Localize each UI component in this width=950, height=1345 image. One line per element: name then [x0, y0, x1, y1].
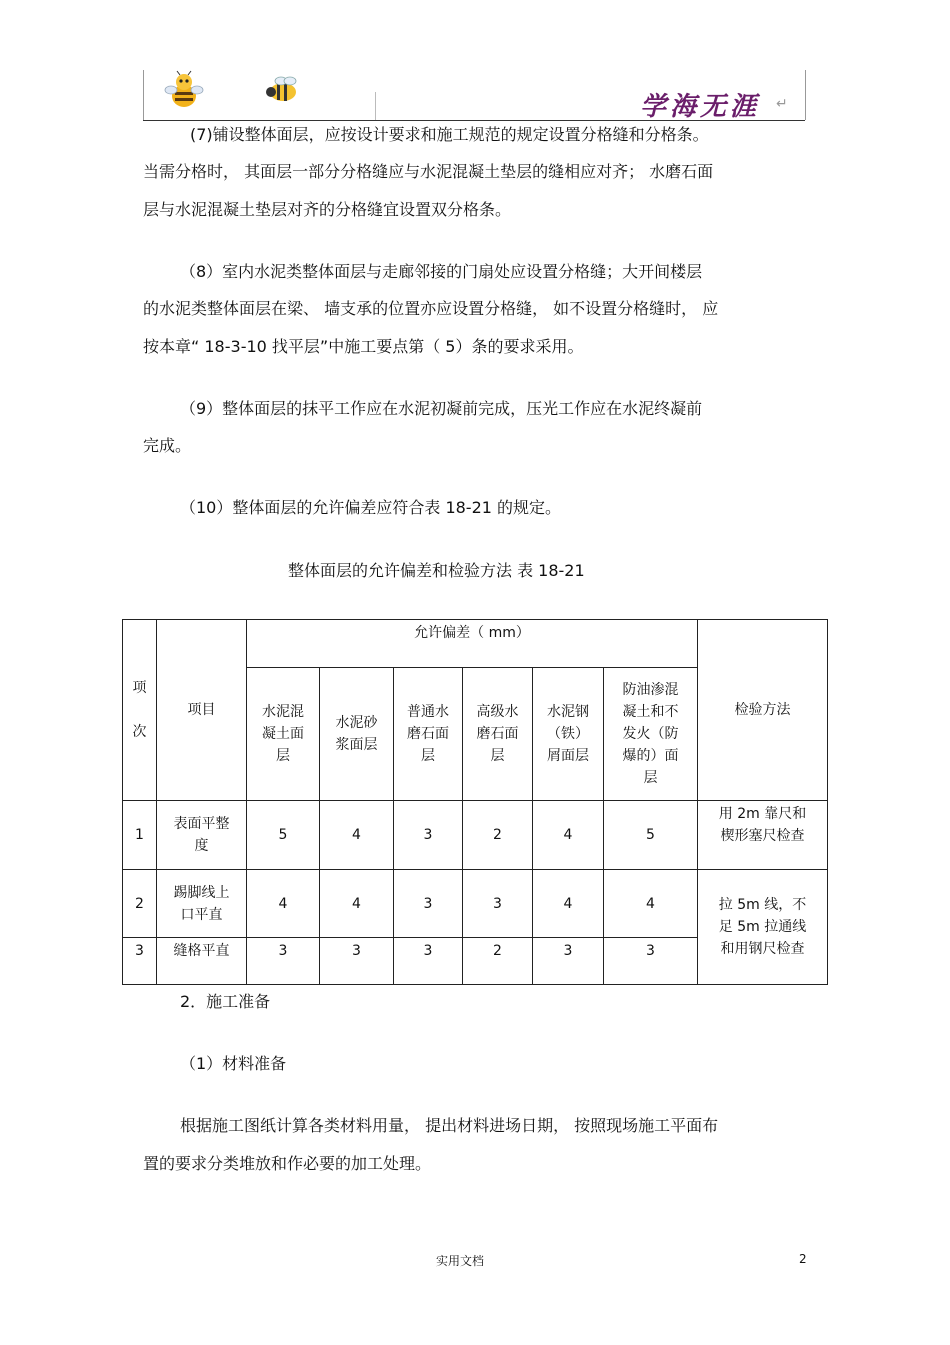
- row-item: 踢脚线上 口平直: [157, 870, 247, 938]
- paragraph-7-line-2: 当需分格时， 其面层一部分分格缝应与水泥混凝土垫层的缝相应对齐； 水磨石面: [143, 162, 714, 181]
- subheader-oil-proof: 防油渗混 凝土和不 发火（防 爆的）面 层: [604, 668, 698, 801]
- row-value: 2: [463, 801, 533, 870]
- row-value: 5: [247, 801, 320, 870]
- section-2-1-heading: （1）材料准备: [180, 1054, 287, 1073]
- row-value: 3: [394, 801, 463, 870]
- paragraph-10: （10）整体面层的允许偏差应符合表 18-21 的规定。: [180, 498, 562, 517]
- subheader-cement-mortar: 水泥砂 浆面层: [320, 668, 394, 801]
- return-mark: ↵: [776, 96, 788, 112]
- header-logo-text: 学海无涯: [640, 92, 761, 122]
- row-value: 3: [320, 938, 394, 985]
- row-value: 5: [604, 801, 698, 870]
- bee-cartoon-icon: [163, 70, 205, 112]
- header-left-border: [143, 70, 144, 120]
- row-value: 4: [247, 870, 320, 938]
- row-value: 3: [463, 870, 533, 938]
- row-item: 缝格平直: [157, 938, 247, 985]
- section-2-heading: 2．施工准备: [180, 992, 271, 1011]
- subheader-cement-concrete: 水泥混 凝土面 层: [247, 668, 320, 801]
- subheader-steel-chip: 水泥钢 （铁） 屑面层: [533, 668, 604, 801]
- table-caption: 整体面层的允许偏差和检验方法 表 18-21: [288, 561, 585, 580]
- header-deviation-group: 允许偏差（ mm）: [247, 620, 698, 668]
- subheader-terrazzo-normal: 普通水 磨石面 层: [394, 668, 463, 801]
- row-item: 表面平整 度: [157, 801, 247, 870]
- row-value: 3: [394, 938, 463, 985]
- row-value: 3: [533, 938, 604, 985]
- header-right-border: [805, 70, 806, 120]
- page-number: 2: [799, 1252, 807, 1266]
- row-method-merged: 拉 5m 线，不 足 5m 拉通线 和用钢尺检查: [698, 870, 828, 985]
- table-row: [123, 870, 828, 938]
- row-value: 3: [604, 938, 698, 985]
- section-2-1-line-2: 置的要求分类堆放和作必要的加工处理。: [143, 1154, 432, 1173]
- paragraph-9-line-2: 完成。: [143, 436, 192, 455]
- subheader-terrazzo-high: 高级水 磨石面 层: [463, 668, 533, 801]
- row-value: 4: [604, 870, 698, 938]
- row-value: 4: [320, 870, 394, 938]
- paragraph-7-line-3: 层与水泥混凝土垫层对齐的分格缝宜设置双分格条。: [143, 200, 512, 219]
- paragraph-8-line-1: （8）室内水泥类整体面层与走廊邻接的门扇处应设置分格缝；大开间楼层: [180, 262, 703, 281]
- table-row: [123, 801, 828, 870]
- row-value: 4: [320, 801, 394, 870]
- row-value: 2: [463, 938, 533, 985]
- row-no: 1: [123, 801, 157, 870]
- paragraph-8-line-3: 按本章“ 18-3-10 找平层”中施工要点第（ 5）条的要求采用。: [143, 337, 584, 356]
- header-item: 项目: [157, 620, 247, 801]
- bee-small-icon: [263, 74, 301, 104]
- footer-label: 实用文档: [436, 1254, 485, 1268]
- paragraph-7-line-1: (7)铺设整体面层，应按设计要求和施工规范的规定设置分格缝和分格条。: [190, 125, 709, 144]
- header-divider: [375, 92, 376, 120]
- paragraph-9-line-1: （9）整体面层的抹平工作应在水泥初凝前完成，压光工作应在水泥终凝前: [180, 399, 703, 418]
- row-method: 用 2m 靠尺和 楔形塞尺检查: [698, 801, 828, 870]
- row-value: 4: [533, 801, 604, 870]
- row-value: 3: [394, 870, 463, 938]
- header-method: 检验方法: [698, 620, 828, 801]
- row-no: 3: [123, 938, 157, 985]
- row-no: 2: [123, 870, 157, 938]
- section-2-1-line-1: 根据施工图纸计算各类材料用量， 提出材料进场日期， 按照现场施工平面布: [180, 1116, 719, 1135]
- row-value: 3: [247, 938, 320, 985]
- paragraph-8-line-2: 的水泥类整体面层在梁、 墙支承的位置亦应设置分格缝， 如不设置分格缝时， 应: [143, 299, 719, 318]
- header-seq: 项 次: [123, 620, 157, 801]
- row-value: 4: [533, 870, 604, 938]
- deviation-table: [122, 619, 828, 985]
